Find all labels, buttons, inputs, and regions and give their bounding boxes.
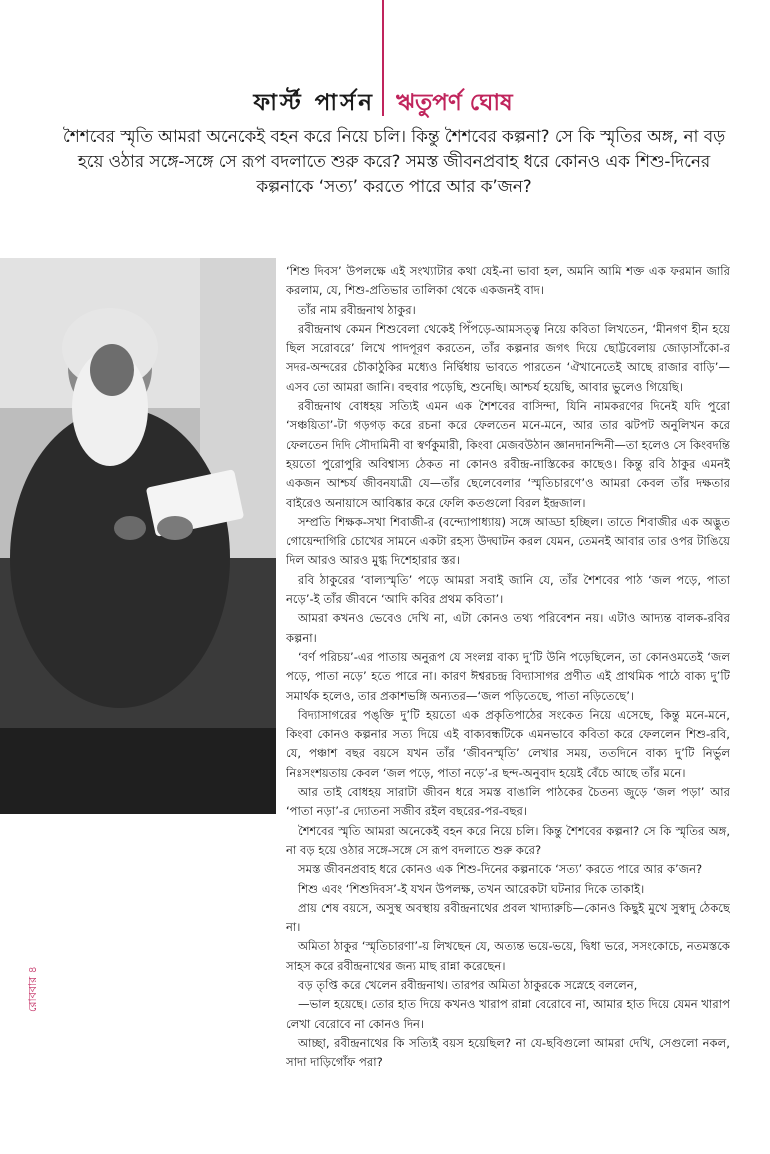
- body-paragraph-2: তাঁর নাম রবীন্দ্রনাথ ঠাকুর।: [298, 302, 416, 317]
- body-paragraph-10: আর তাই বোধহয় সারাটা জীবন ধরে সমস্ত বাঙালি পাঠকের চৈতন্য জুড়ে ‘জল পড়া’ আর ‘পাতা নড়া’-র দ্যোতনা সজীব রইল বছরের-পর-বছর।: [286, 785, 730, 819]
- page-label: রোববার ৪: [26, 966, 39, 1012]
- body-paragraph-11: শৈশবের স্মৃতি আমরা অনেকেই বহন করে নিয়ে চলি। কিন্তু শৈশবের কল্পনা? সে কি স্মৃতির অঙ্গ, না বড় হয়ে ওঠার সঙ্গে-সঙ্গে সে রূপ বদলাতে শুরু করে?: [286, 823, 730, 857]
- author-name: ঋতুপর্ণ ঘোষ: [396, 90, 513, 116]
- body-paragraph-1: ‘শিশু দিবস’ উপলক্ষে এই সংখ্যাটার কথা যেই-না ভাবা হল, অমনি আমি শক্ত এক ফরমান জারি করলাম, যে, শিশু-প্রতিভার তালিকা থেকে একজনই বাদ।: [286, 264, 730, 298]
- body-paragraph-14: প্রায় শেষ বয়সে, অসুস্থ অবস্থায় রবীন্দ্রনাথের প্রবল খাদ্যারুচি—কোনও কিছুই মুখে সুস্বাদু ঠেকছে না।: [286, 900, 730, 935]
- body-paragraph-15: অমিতা ঠাকুর ‘স্মৃতিচারণা’-য় লিখছেন যে, অত্যন্ত ভয়ে-ভয়ে, দ্বিধা ভরে, সসংকোচে, নতমস্তকে সাহস করে রবীন্দ্রনাথের জন্য মাছ রান্না করেছেন।: [286, 939, 730, 973]
- body-paragraph-3: রবীন্দ্রনাথ কেমন শিশুবেলা থেকেই পিঁপড়ে-আমসত্ত্ব নিয়ে কবিতা লিখতেন, ‘মীনগণ হীন হয়ে ছিল সরোবরে’ লিখে পাদপূরণ করতেন, তাঁর কল্পনার জগৎ দিয়ে ছোট্টবেলায় জোড়াসাঁকো-র সদর-অন্দরের চৌকাঠুকির মধ্যেও নির্দ্বিধায় ভাবতে পারতেন ‘ঐখানেতেই আছে রাজার বাড়ি’—এসব তো আমরা জানি। বহুবার পড়েছি, শুনেছি। আশ্চর্য হয়েছি, আবার ভুলেও গিয়েছি।: [286, 321, 730, 394]
- body-paragraph-16: বড় তৃপ্তি করে খেলেন রবীন্দ্রনাথ। তারপর অমিতা ঠাকুরকে সস্নেহে বললেন,: [298, 977, 638, 992]
- tagore-photo: [0, 258, 276, 814]
- body-paragraph-12: সমস্ত জীবনপ্রবাহ ধরে কোনও এক শিশু-দিনের কল্পনাকে ‘সত্য’ করতে পারে আর ক’জন?: [298, 862, 703, 877]
- column-title: ফার্স্ট পার্সন: [253, 90, 375, 116]
- body-paragraph-7: আমরা কখনও ভেবেও দেখি না, এটা কোনও তথ্য পরিবেশন নয়। এটাও আদ্যন্ত বালক-রবির কল্পনা।: [286, 611, 730, 645]
- body-paragraph-6: রবি ঠাকুরের ‘বাল্যস্মৃতি’ পড়ে আমরা সবাই জানি যে, তাঁর শৈশবের পাঠ ‘জল পড়ে, পাতা নড়ে’-ই তাঁর জীবনে ‘আদি কবির প্রথম কবিতা’।: [286, 572, 730, 607]
- body-paragraph-18: আচ্ছা, রবীন্দ্রনাথের কি সত্যিই বয়স হয়েছিল? না যে-ছবিগুলো আমরা দেখি, সেগুলো নকল, সাদা দাড়িগোঁফ পরা?: [286, 1035, 730, 1070]
- body-paragraph-17: —ভাল হয়েছে। তোর হাত দিয়ে কখনও খারাপ রান্না বেরোবে না, আমার হাত দিয়ে যেমন খারাপ লেখা বেরোবে না কোনও দিন।: [286, 997, 730, 1031]
- body-paragraph-9: বিদ্যাসাগরের পঙ্‌ক্তি দু’টি হয়তো এক প্রকৃতিপাঠের সংকেত নিয়ে এসেছে, কিন্তু মনে-মনে, কিংবা কোনও কল্পনার সত্য দিয়ে এই বাক্যবন্ধটিকে এমনভাবে কবিতা করে ফেললেন শিশু-রবি, যে, পঞ্চাশ বছর বয়সে যখন তাঁর ‘জীবনস্মৃতি’ লেখার সময়, ততদিনে বাক্য দু’টি নির্ভুল নিঃসংশয়তায় কেবল ‘জল পড়ে, পাতা নড়ে’-র ছন্দ-অনুবাদ হয়েই বেঁচে আছে তাঁর মনে।: [286, 707, 730, 780]
- article-body: [286, 262, 730, 1082]
- body-paragraph-8: ‘বর্ণ পরিচয়’-এর পাতায় অনুরূপ যে সংলগ্ন বাক্য দু’টি উনি পড়েছিলেন, তা কোনওমতেই ‘জল পড়ে, পাতা নড়ে’ হতে পারে না। কারণ ঈশ্বরচন্দ্র বিদ্যাসাগর প্রণীত এই প্রাথমিক পাঠে বাক্য দু’টি সমার্থক হলেও, তার প্রকাশভঙ্গি অন্যতর—‘জল পড়িতেছে, পাতা নড়িতেছে’।: [286, 649, 730, 703]
- photo-illustration: [0, 258, 276, 814]
- lead-paragraph: শৈশবের স্মৃতি আমরা অনেকেই বহন করে নিয়ে চলি। কিন্তু শৈশবের কল্পনা? সে কি স্মৃতির অঙ্গ, না বড় হয়ে ওঠার সঙ্গে-সঙ্গে সে রূপ বদলাতে শুরু করে? সমস্ত জীবনপ্রবাহ ধরে কোনও এক শিশু-দিনের কল্পনাকে ‘সত্য’ করতে পারে আর ক’জন?: [62, 126, 726, 196]
- body-paragraph-5: সম্প্রতি শিক্ষক-সখা শিবাজী-র (বন্দ্যোপাধ্যায়) সঙ্গে আড্ডা হচ্ছিল। তাতে শিবাজীর এক অদ্ভুত গোয়েন্দাগিরি চোখের সামনে একটা রহস্য উদ্ঘাটন করল যেমন, তেমনই আবার তার ওপর টাঙিয়ে দিল আরও আরও মুগ্ধ দিশেহারার স্তর।: [286, 514, 730, 568]
- column-header: [0, 84, 770, 118]
- body-paragraph-13: শিশু এবং ‘শিশুদিবস’-ই যখন উপলক্ষ, তখন আরেকটা ঘটনার দিকে তাকাই।: [298, 881, 645, 896]
- body-paragraph-4: রবীন্দ্রনাথ বোধহয় সত্যিই এমন এক শৈশবের বাসিন্দা, যিনি নামকরণের দিনেই যদি পুরো ‘সঞ্চয়িতা’-টা গড়গড় করে রচনা করে ফেলতেন মনে-মনে, আর তার ঝটপট অনুলিখন করে ফেলতেন দিদি সৌদামিনী বা স্বর্ণকুমারী, কিংবা মেজবউঠান জ্ঞানদানন্দিনী—তা হলেও সে কিংবদন্তি হয়তো পুরোপুরি অবিশ্বাস্য ঠেকত না কোনও রবীন্দ্র-নাস্তিকের কাছেও। কিন্তু রবি ঠাকুর এমনই একজন আশ্চর্য জীবনযাত্রী যে—তাঁর ছেলেবেলার ‘স্মৃতিচারণে’ও আমরা কেবল তাঁর দক্ষতার বাইরেও অনায়াসে আবিষ্কার করে ফেলি কতগুলো বিরল ইন্দ্রজাল।: [286, 399, 730, 510]
